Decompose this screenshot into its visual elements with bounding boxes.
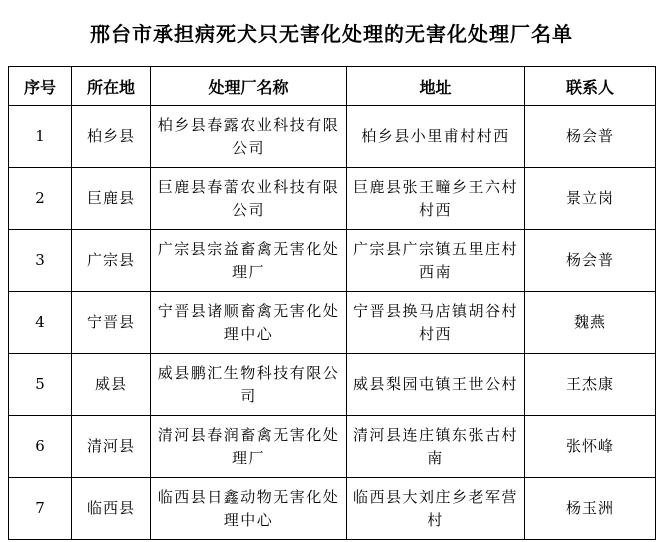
header-address: 地址 bbox=[347, 67, 525, 106]
row-contact: 杨会普 bbox=[525, 230, 656, 292]
row-county: 宁晋县 bbox=[72, 292, 151, 354]
row-plant-name: 柏乡县春露农业科技有限公司 bbox=[151, 106, 347, 168]
row-contact: 王杰康 bbox=[525, 354, 656, 416]
row-plant-name: 巨鹿县春蕾农业科技有限公司 bbox=[151, 168, 347, 230]
row-address: 临西县大刘庄乡老军营村 bbox=[347, 478, 525, 540]
row-county: 广宗县 bbox=[72, 230, 151, 292]
row-plant-name: 宁晋县诸顺畜禽无害化处理中心 bbox=[151, 292, 347, 354]
row-address: 威县梨园屯镇王世公村 bbox=[347, 354, 525, 416]
row-county: 清河县 bbox=[72, 416, 151, 478]
table-row bbox=[9, 478, 656, 540]
table-row bbox=[9, 354, 656, 416]
header-county: 所在地 bbox=[72, 67, 151, 106]
row-county: 威县 bbox=[72, 354, 151, 416]
header-num: 序号 bbox=[9, 67, 72, 106]
row-plant-name: 清河县春润畜禽无害化处理厂 bbox=[151, 416, 347, 478]
row-num: 3 bbox=[9, 230, 72, 292]
row-num: 5 bbox=[9, 354, 72, 416]
row-county: 柏乡县 bbox=[72, 106, 151, 168]
row-contact: 张怀峰 bbox=[525, 416, 656, 478]
row-address: 清河县连庄镇东张古村南 bbox=[347, 416, 525, 478]
row-address: 柏乡县小里甫村村西 bbox=[347, 106, 525, 168]
header-contact: 联系人 bbox=[525, 67, 656, 106]
plant-list-table bbox=[8, 66, 656, 540]
row-contact: 魏燕 bbox=[525, 292, 656, 354]
row-county: 临西县 bbox=[72, 478, 151, 540]
row-address: 巨鹿县张王疃乡王六村村西 bbox=[347, 168, 525, 230]
table-row bbox=[9, 230, 656, 292]
table-header-row bbox=[9, 67, 656, 106]
row-contact: 杨玉洲 bbox=[525, 478, 656, 540]
row-address: 广宗县广宗镇五里庄村西南 bbox=[347, 230, 525, 292]
table-row bbox=[9, 106, 656, 168]
row-num: 2 bbox=[9, 168, 72, 230]
row-plant-name: 广宗县宗益畜禽无害化处理厂 bbox=[151, 230, 347, 292]
row-num: 1 bbox=[9, 106, 72, 168]
document-title: 邢台市承担病死犬只无害化处理的无害化处理厂名单 bbox=[90, 22, 573, 46]
row-address: 宁晋县换马店镇胡谷村村西 bbox=[347, 292, 525, 354]
row-plant-name: 威县鹏汇生物科技有限公司 bbox=[151, 354, 347, 416]
row-num: 4 bbox=[9, 292, 72, 354]
row-num: 7 bbox=[9, 478, 72, 540]
row-contact: 杨会普 bbox=[525, 106, 656, 168]
row-contact: 景立岗 bbox=[525, 168, 656, 230]
table-row bbox=[9, 416, 656, 478]
header-name: 处理厂名称 bbox=[151, 67, 347, 106]
table-row bbox=[9, 168, 656, 230]
row-num: 6 bbox=[9, 416, 72, 478]
table-row bbox=[9, 292, 656, 354]
row-county: 巨鹿县 bbox=[72, 168, 151, 230]
row-plant-name: 临西县日鑫动物无害化处理中心 bbox=[151, 478, 347, 540]
